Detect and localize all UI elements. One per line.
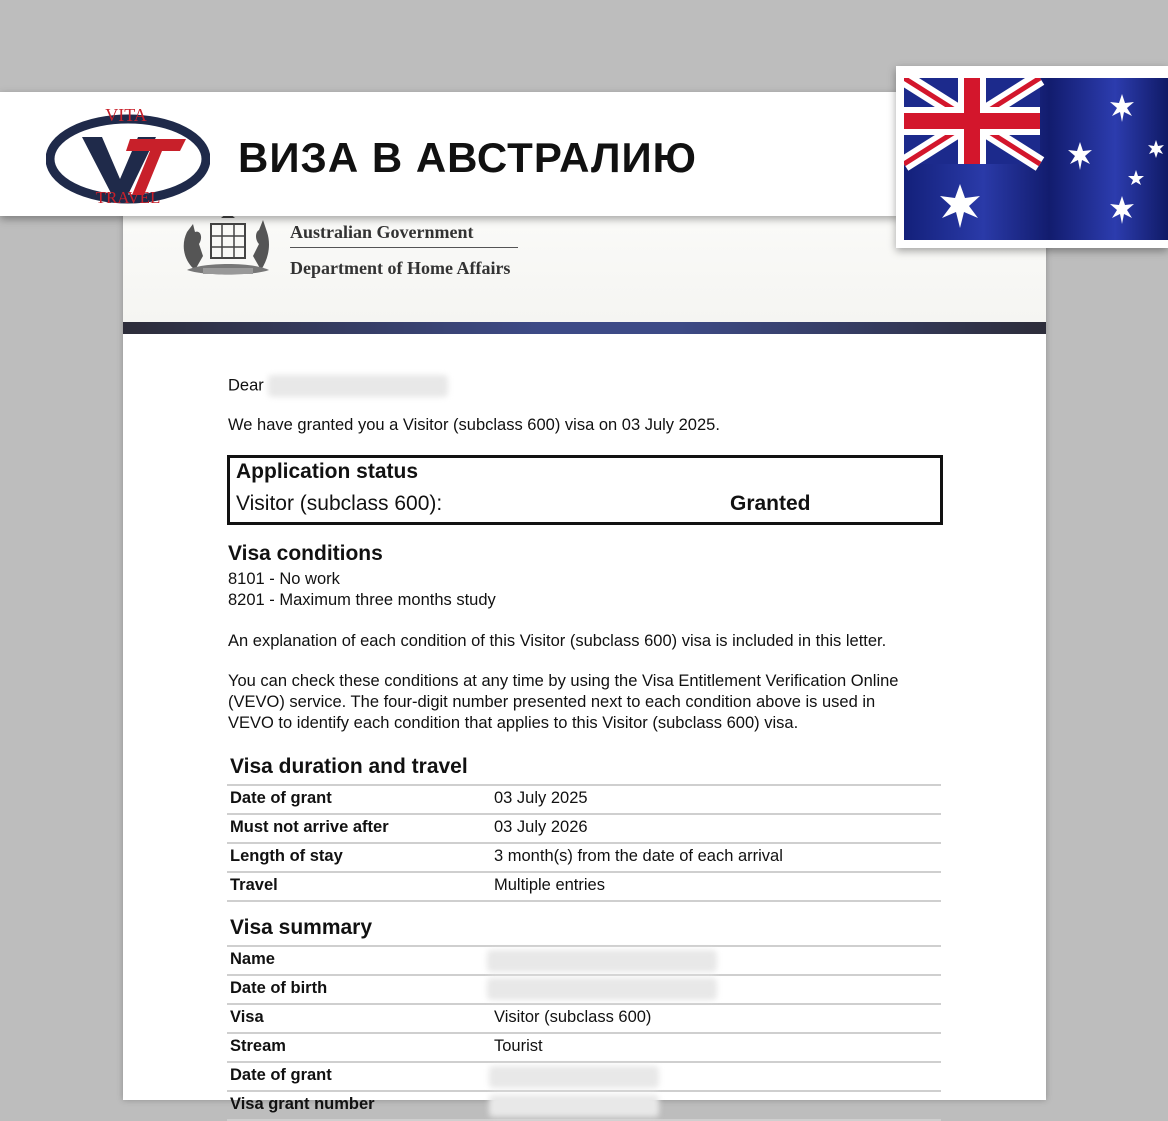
condition-item: 8101 - No work (228, 570, 340, 588)
visa-grant-letter (123, 200, 1046, 1113)
banner-title: ВИЗА В АВСТРАЛИЮ (238, 134, 697, 181)
redacted-value (487, 950, 717, 972)
row-label: Must not arrive after (230, 818, 389, 836)
redacted-value (487, 978, 717, 1000)
vevo-line: (VEVO) service. The four-digit number presented next to each condition above is used in (228, 693, 876, 711)
flag-frame (896, 66, 1168, 248)
row-label: Visa (230, 1008, 264, 1026)
row-value: 3 month(s) from the date of each arrival (494, 847, 783, 865)
row-label: Date of grant (230, 1066, 332, 1084)
status-value: Granted (730, 492, 811, 515)
logo-top-text: VITA (105, 107, 147, 125)
department-name: Department of Home Affairs (290, 258, 511, 278)
table-row (227, 1034, 941, 1063)
application-status-box (227, 455, 943, 525)
row-label: Length of stay (230, 847, 343, 865)
vita-travel-logo (46, 107, 210, 207)
row-value: Visitor (subclass 600) (494, 1008, 652, 1026)
status-label: Visitor (subclass 600): (236, 492, 443, 515)
row-label: Date of grant (230, 789, 332, 807)
row-label: Date of birth (230, 979, 328, 997)
summary-title: Visa summary (230, 916, 373, 939)
redacted-value (489, 1095, 659, 1117)
redacted-value (489, 1066, 659, 1088)
row-value: 03 July 2025 (494, 789, 588, 807)
row-value: Tourist (494, 1037, 543, 1055)
table-row (227, 784, 941, 815)
vevo-line: VEVO to identify each condition that applies to this Visitor (subclass 600) visa. (228, 714, 799, 732)
table-row (227, 1092, 941, 1121)
summary-table (227, 945, 941, 1121)
row-value: Multiple entries (494, 876, 605, 894)
greeting: Dear (228, 376, 264, 395)
table-row (227, 844, 941, 873)
government-name: Australian Government (290, 222, 474, 242)
row-label: Stream (230, 1037, 286, 1055)
conditions-explanation: An explanation of each condition of this Visitor (subclass 600) visa is included in this letter. (228, 632, 887, 650)
greeting-line (228, 375, 448, 397)
logo-bottom-text: TRAVEL (95, 188, 161, 207)
australian-flag-icon (904, 78, 1168, 240)
vevo-line: You can check these conditions at any time by using the Visa Entitlement Verification Online (228, 672, 899, 690)
header-band (123, 322, 1046, 334)
table-row (227, 873, 941, 902)
condition-item: 8201 - Maximum three months study (228, 591, 496, 609)
duration-table (227, 784, 941, 902)
table-row (227, 945, 941, 976)
redacted-name (268, 375, 448, 397)
table-row (227, 1063, 941, 1092)
row-label: Visa grant number (230, 1095, 375, 1113)
coat-of-arms-icon (173, 210, 283, 280)
grant-intro: We have granted you a Visitor (subclass 600) visa on 03 July 2025. (228, 416, 720, 434)
letterhead-divider (290, 247, 518, 248)
table-row (227, 976, 941, 1005)
table-row (227, 815, 941, 844)
conditions-title: Visa conditions (228, 542, 383, 565)
row-label: Name (230, 950, 275, 968)
row-label: Travel (230, 876, 278, 894)
table-row (227, 1005, 941, 1034)
title-banner (0, 92, 900, 216)
row-value: 03 July 2026 (494, 818, 588, 836)
duration-title: Visa duration and travel (230, 755, 468, 778)
status-title: Application status (236, 460, 419, 483)
